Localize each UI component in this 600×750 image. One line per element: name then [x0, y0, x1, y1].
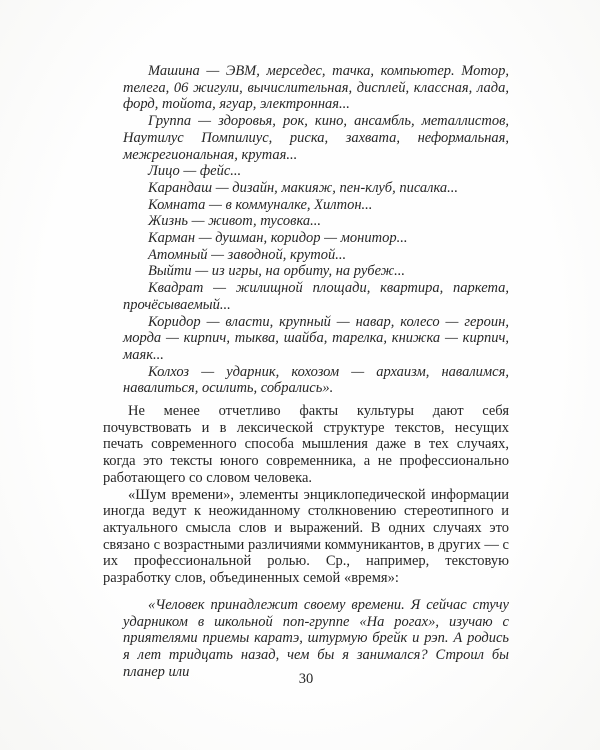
- body-paragraph: «Шум времени», элементы энциклопедической информации иногда ведут к неожиданному столкновению стереотипного и актуального смысла слов и выражений. В одних случаях это связано с возрастными различиями коммуникантов, в других — с их профессиональной ролью. Ср., например, текстовую разработку слов, объединенных семой «время»:: [103, 486, 509, 587]
- example-item: Квадрат — жилищной площади, квартира, паркета, прочёсываемый...: [123, 280, 509, 313]
- page-number: 30: [298, 671, 314, 687]
- example-item: Жизнь — живот, тусовка...: [148, 213, 322, 230]
- example-item: Машина — ЭВМ, мерседес, тачка, компьютер. Мотор, телега, 06 жигули, вычислительная, дисплей, классная, лада, форд, тойота, ягуар, электронная...: [123, 63, 509, 113]
- example-item: Коридор — власти, крупный — навар, колесо — героин, морда — кирпич, тыква, шайба, тарелка, книжка — кирпич, маяк...: [123, 313, 509, 363]
- quote-block: [123, 597, 509, 681]
- example-item: Комната — в коммуналке, Хилтон...: [148, 196, 373, 213]
- example-item: Карман — душман, коридор — монитор...: [148, 230, 408, 247]
- example-item: Выйти — из игры, на орбиту, на рубеж...: [148, 263, 406, 280]
- quote-paragraph: «Человек принадлежит своему времени. Я сейчас стучу ударником в школьной поп-группе «На рогах», изучаю с приятелями приемы каратэ, штурмую брейк и рэп. А родись я лет тридцать назад, чем бы я занимался? Строил бы планер или: [123, 596, 509, 680]
- body-text-block: [103, 403, 509, 587]
- body-paragraph: Не менее отчетливо факты культуры дают себя почувствовать и в лексической структуре текстов, несущих печать современного способа мышления даже в тех случаях, когда это тексты юного современника, а не профессионально работающего со словом человека.: [103, 403, 509, 486]
- word-associations-block: [123, 63, 509, 397]
- example-item: Лицо — фейс...: [148, 163, 242, 180]
- example-item: Группа — здоровья, рок, кино, ансамбль, металлистов, Наутилус Помпилиус, риска, захвата, неформальная, межрегиональная, крутая...: [123, 113, 509, 163]
- example-item: Карандаш — дизайн, макияж, пен-клуб, писалка...: [148, 179, 459, 196]
- example-item: Атомный — заводной, крутой...: [148, 246, 347, 263]
- text-column: [103, 63, 509, 680]
- example-item: Колхоз — ударник, кохозом — архаизм, навалимся, навалиться, осилить, собрались».: [123, 363, 509, 397]
